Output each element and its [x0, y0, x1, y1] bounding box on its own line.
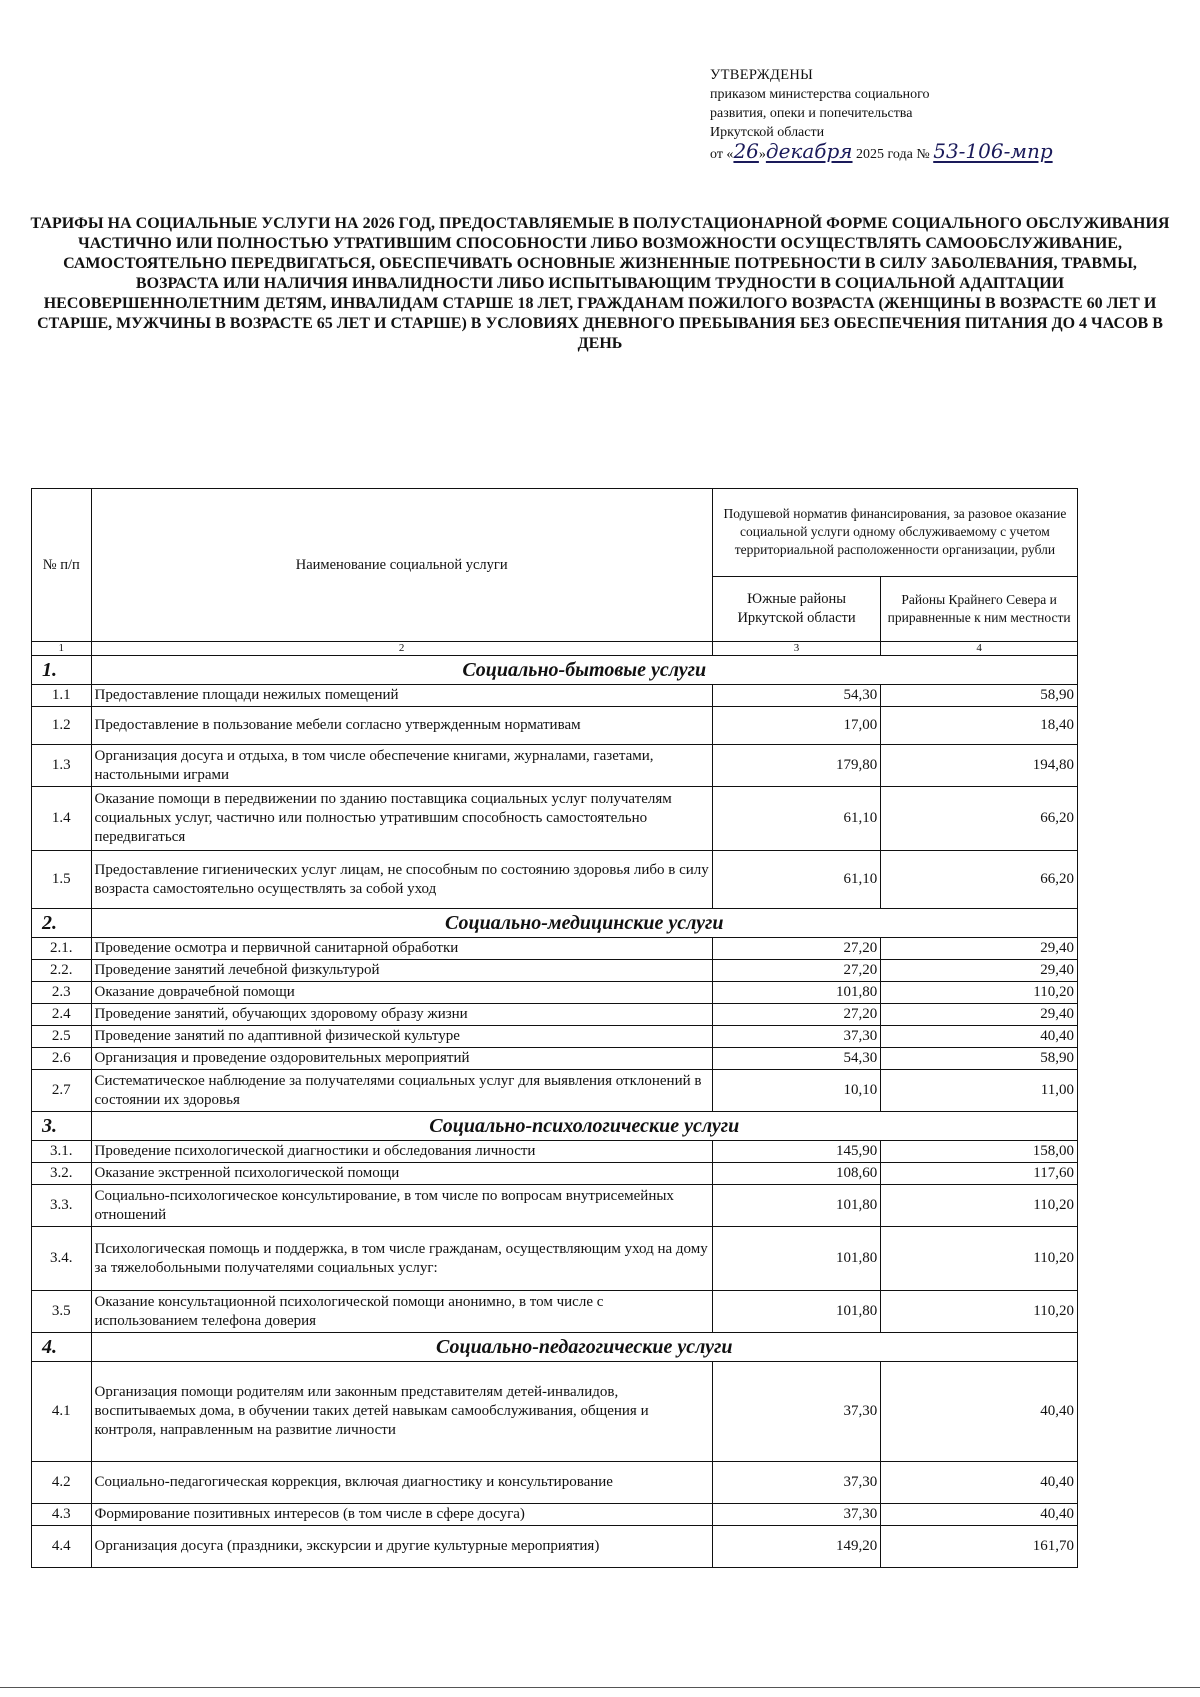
service-number: 3.1. — [32, 1141, 92, 1163]
handwritten-month: декабря — [765, 139, 853, 163]
header-norm: Подушевой норматив финансирования, за разовое оказание социальной услуги одному обслуживаемому с учетом территориальной расположенности организации, рубли — [712, 489, 1077, 577]
service-row — [32, 1362, 1078, 1462]
tariff-north: 110,20 — [881, 1185, 1078, 1227]
service-number: 1.2 — [32, 707, 92, 745]
service-name: Предоставление в пользование мебели согласно утвержденным нормативам — [91, 707, 712, 745]
service-number: 2.5 — [32, 1026, 92, 1048]
tariff-north: 40,40 — [881, 1504, 1078, 1526]
service-row — [32, 982, 1078, 1004]
tariff-south: 27,20 — [712, 1004, 880, 1026]
tariff-north: 40,40 — [881, 1026, 1078, 1048]
tariff-north: 29,40 — [881, 960, 1078, 982]
service-row — [32, 1462, 1078, 1504]
service-row — [32, 1026, 1078, 1048]
service-name: Проведение занятий, обучающих здоровому образу жизни — [91, 1004, 712, 1026]
service-row — [32, 1227, 1078, 1291]
tariff-north: 29,40 — [881, 938, 1078, 960]
service-row — [32, 1526, 1078, 1568]
service-name: Проведение осмотра и первичной санитарной обработки — [91, 938, 712, 960]
tariff-south: 61,10 — [712, 787, 880, 851]
tariff-north: 18,40 — [881, 707, 1078, 745]
approval-stamp-block — [710, 66, 1130, 164]
service-row — [32, 1048, 1078, 1070]
tariff-north: 40,40 — [881, 1462, 1078, 1504]
document-title: ТАРИФЫ НА СОЦИАЛЬНЫЕ УСЛУГИ НА 2026 ГОД, ПРЕДОСТАВЛЯЕМЫЕ В ПОЛУСТАЦИОНАРНОЙ ФОРМЕ СОЦИАЛЬНОГО ОБСЛУЖИВАНИЯ ЧАСТИЧНО ИЛИ ПОЛНОСТЬЮ УТРАТИВШИМ СПОСОБНОСТИ ЛИБО ВОЗМОЖНОСТИ ОСУЩЕСТВЛЯТЬ САМООБСЛУЖИВАНИЕ, САМОСТОЯТЕЛЬНО ПЕРЕДВИГАТЬСЯ, ОБЕСПЕЧИВАТЬ ОСНОВНЫЕ ЖИЗНЕННЫЕ ПОТРЕБНОСТИ В СИЛУ ЗАБОЛЕВАНИЯ, ТРАВМЫ, ВОЗРАСТА ИЛИ НАЛИЧИЯ ИНВАЛИДНОСТИ ЛИБО ИСПЫТЫВАЮЩИМ ТРУДНОСТИ В СОЦИАЛЬНОЙ АДАПТАЦИИ НЕСОВЕРШЕННОЛЕТНИМ ДЕТЯМ, ИНВАЛИДАМ СТАРШЕ 18 ЛЕТ, ГРАЖДАНАМ ПОЖИЛОГО ВОЗРАСТА (ЖЕНЩИНЫ В ВОЗРАСТЕ 60 ЛЕТ И СТАРШЕ, МУЖЧИНЫ В ВОЗРАСТЕ 65 ЛЕТ И СТАРШЕ) В УСЛОВИЯХ ДНЕВНОГО ПРЕБЫВАНИЯ БЕЗ ОБЕСПЕЧЕНИЯ ПИТАНИЯ ДО 4 ЧАСОВ В ДЕНЬ — [30, 215, 1170, 352]
tariff-north: 66,20 — [881, 787, 1078, 851]
service-name: Предоставление гигиенических услуг лицам, не способным по состоянию здоровья либо в силу возраста самостоятельно осуществлять за собой уход — [91, 851, 712, 909]
tariff-north: 58,90 — [881, 1048, 1078, 1070]
service-name: Психологическая помощь и поддержка, в том числе гражданам, осуществляющим уход на дому за тяжелобольными получателями социальных услуг: — [91, 1227, 712, 1291]
tariff-north: 58,90 — [881, 685, 1078, 707]
header-no: № п/п — [32, 489, 92, 642]
section-number: 1. — [32, 656, 92, 685]
section-row — [32, 1112, 1078, 1141]
section-number: 3. — [32, 1112, 92, 1141]
service-number: 3.4. — [32, 1227, 92, 1291]
service-name: Организация помощи родителям или законным представителям детей-инвалидов, воспитываемых дома, в обучении таких детей навыкам самообслуживания, общения и контроля, направленным на развитие личности — [91, 1362, 712, 1462]
tariff-south: 101,80 — [712, 982, 880, 1004]
section-row — [32, 1333, 1078, 1362]
service-row — [32, 1291, 1078, 1333]
tariff-south: 37,30 — [712, 1026, 880, 1048]
service-row — [32, 1141, 1078, 1163]
section-title: Социально-психологические услуги — [91, 1112, 1078, 1141]
header-name: Наименование социальной услуги — [91, 489, 712, 642]
service-name: Организация досуга и отдыха, в том числе обеспечение книгами, журналами, газетами, настольными играми — [91, 745, 712, 787]
tariff-north: 161,70 — [881, 1526, 1078, 1568]
date-year: 2025 года № — [852, 147, 934, 162]
service-number: 3.2. — [32, 1163, 92, 1185]
section-row — [32, 656, 1078, 685]
tariff-south: 101,80 — [712, 1227, 880, 1291]
tariff-south: 54,30 — [712, 1048, 880, 1070]
service-name: Оказание экстренной психологической помощи — [91, 1163, 712, 1185]
tariff-south: 101,80 — [712, 1291, 880, 1333]
page-bottom-rule — [0, 1687, 1200, 1688]
tariff-south: 108,60 — [712, 1163, 880, 1185]
tariffs-table — [31, 488, 1078, 1568]
service-name: Систематическое наблюдение за получателями социальных услуг для выявления отклонений в состоянии их здоровья — [91, 1070, 712, 1112]
service-number: 2.4 — [32, 1004, 92, 1026]
handwritten-order-number: 53-106-мпр — [933, 139, 1053, 163]
tariff-south: 149,20 — [712, 1526, 880, 1568]
tariff-south: 101,80 — [712, 1185, 880, 1227]
service-name: Проведение психологической диагностики и обследования личности — [91, 1141, 712, 1163]
service-row — [32, 938, 1078, 960]
service-number: 1.5 — [32, 851, 92, 909]
service-number: 1.1 — [32, 685, 92, 707]
tariff-south: 27,20 — [712, 960, 880, 982]
tariff-north: 194,80 — [881, 745, 1078, 787]
header-num-2: 2 — [91, 642, 712, 656]
tariff-north: 110,20 — [881, 982, 1078, 1004]
service-number: 2.3 — [32, 982, 92, 1004]
service-row — [32, 851, 1078, 909]
date-prefix: от « — [710, 147, 734, 162]
section-title: Социально-медицинские услуги — [91, 909, 1078, 938]
service-row — [32, 745, 1078, 787]
service-row — [32, 1004, 1078, 1026]
tariff-north: 40,40 — [881, 1362, 1078, 1462]
service-name: Формирование позитивных интересов (в том числе в сфере досуга) — [91, 1504, 712, 1526]
date-mid: » — [758, 147, 766, 162]
service-number: 4.2 — [32, 1462, 92, 1504]
tariff-south: 37,30 — [712, 1504, 880, 1526]
service-name: Оказание помощи в передвижении по зданию поставщика социальных услуг получателям социальных услуг, частично или полностью утратившим способность самостоятельно передвигаться — [91, 787, 712, 851]
tariff-north: 117,60 — [881, 1163, 1078, 1185]
header-num-1: 1 — [32, 642, 92, 656]
service-name: Социально-психологическое консультирование, в том числе по вопросам внутрисемейных отношений — [91, 1185, 712, 1227]
section-number: 2. — [32, 909, 92, 938]
tariff-south: 54,30 — [712, 685, 880, 707]
tariff-north: 29,40 — [881, 1004, 1078, 1026]
tariff-south: 145,90 — [712, 1141, 880, 1163]
approval-date-line — [710, 139, 1130, 164]
tariff-north: 110,20 — [881, 1291, 1078, 1333]
service-name: Оказание доврачебной помощи — [91, 982, 712, 1004]
approval-line-3: Иркутской области — [710, 125, 825, 140]
service-name: Проведение занятий по адаптивной физической культуре — [91, 1026, 712, 1048]
header-num-4: 4 — [881, 642, 1078, 656]
tariff-north: 66,20 — [881, 851, 1078, 909]
service-row — [32, 1163, 1078, 1185]
tariff-south: 61,10 — [712, 851, 880, 909]
service-row — [32, 1070, 1078, 1112]
approval-line-2: развития, опеки и попечительства — [710, 106, 913, 121]
tariff-south: 37,30 — [712, 1462, 880, 1504]
tariff-south: 10,10 — [712, 1070, 880, 1112]
service-number: 2.1. — [32, 938, 92, 960]
section-row — [32, 909, 1078, 938]
section-title: Социально-педагогические услуги — [91, 1333, 1078, 1362]
section-number: 4. — [32, 1333, 92, 1362]
service-row — [32, 960, 1078, 982]
service-row — [32, 787, 1078, 851]
tariff-south: 27,20 — [712, 938, 880, 960]
service-name: Оказание консультационной психологической помощи анонимно, в том числе с использованием телефона доверия — [91, 1291, 712, 1333]
service-name: Организация и проведение оздоровительных мероприятий — [91, 1048, 712, 1070]
service-row — [32, 707, 1078, 745]
approval-line-1: приказом министерства социального — [710, 87, 930, 102]
service-number: 3.5 — [32, 1291, 92, 1333]
section-title: Социально-бытовые услуги — [91, 656, 1078, 685]
service-row — [32, 1185, 1078, 1227]
tariff-south: 17,00 — [712, 707, 880, 745]
service-name: Проведение занятий лечебной физкультурой — [91, 960, 712, 982]
header-num-3: 3 — [712, 642, 880, 656]
service-name: Социально-педагогическая коррекция, включая диагностику и консультирование — [91, 1462, 712, 1504]
header-north: Районы Крайнего Севера и приравненные к ним местности — [881, 576, 1078, 641]
service-number: 2.6 — [32, 1048, 92, 1070]
service-number: 4.3 — [32, 1504, 92, 1526]
service-name: Предоставление площади нежилых помещений — [91, 685, 712, 707]
service-number: 2.2. — [32, 960, 92, 982]
service-number: 1.3 — [32, 745, 92, 787]
service-number: 2.7 — [32, 1070, 92, 1112]
tariff-south: 179,80 — [712, 745, 880, 787]
service-name: Организация досуга (праздники, экскурсии и другие культурные мероприятия) — [91, 1526, 712, 1568]
header-south: Южные районы Иркутской области — [712, 576, 880, 641]
service-row — [32, 1504, 1078, 1526]
tariff-north: 110,20 — [881, 1227, 1078, 1291]
handwritten-day: 26 — [733, 139, 759, 163]
service-number: 4.4 — [32, 1526, 92, 1568]
tariffs-body — [32, 656, 1078, 1568]
service-number: 4.1 — [32, 1362, 92, 1462]
service-number: 3.3. — [32, 1185, 92, 1227]
tariff-north: 11,00 — [881, 1070, 1078, 1112]
tariff-north: 158,00 — [881, 1141, 1078, 1163]
service-number: 1.4 — [32, 787, 92, 851]
service-row — [32, 685, 1078, 707]
tariff-south: 37,30 — [712, 1362, 880, 1462]
approval-heading: УТВЕРЖДЕНЫ — [710, 67, 814, 83]
